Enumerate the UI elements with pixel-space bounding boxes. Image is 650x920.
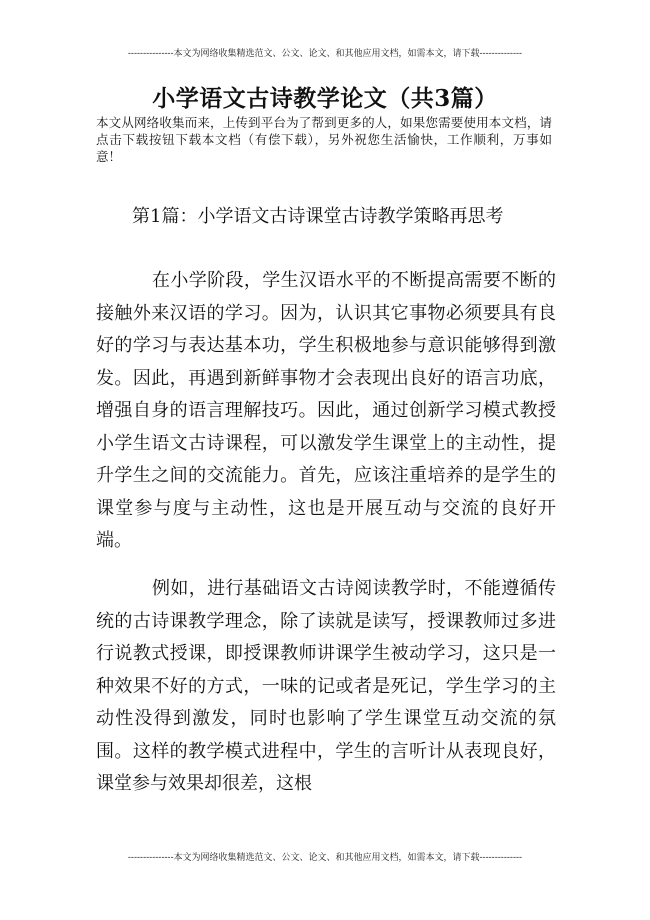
download-notice: 本文从网络收集而来，上传到平台为了帮到更多的人，如果您需要使用本文档，请点击下载按钮下载本文档（有偿下载），另外祝您生活愉快，工作顺利，万事如意！ bbox=[96, 115, 552, 164]
footer-banner: ---------------本文为网络收集精选范文、公文、论文、和其他应用文档，如需本文，请下载-------------- bbox=[127, 853, 523, 863]
section-heading: 第1篇：小学语文古诗课堂古诗教学策略再思考 bbox=[132, 206, 504, 227]
body-paragraph-2: 例如，进行基础语文古诗阅读教学时，不能遵循传统的古诗课教学理念，除了读就是读写，授课教师过多进行说教式授课，即授课教师讲课学生被动学习，这只是一种效果不好的方式，一味的记或者是死记，学生学习的主动性没得到激发，同时也影响了学生课堂互动交流的氛围。这样的教学模式进程中，学生的言听计从表现良好，课堂参与效果却很差，这根 bbox=[96, 578, 556, 794]
document-title: 小学语文古诗教学论文（共3篇） bbox=[152, 85, 498, 112]
body-paragraph-1: 在小学阶段，学生汉语水平的不断提高需要不断的接触外来汉语的学习。因为，认识其它事物必须要具有良好的学习与表达基本功，学生积极地参与意识能够得到激发。因此，再遇到新鲜事物才会表现出良好的语言功底，增强自身的语言理解技巧。因此，通过创新学习模式教授小学生语文古诗课程，可以激发学生课堂上的主动性，提升学生之间的交流能力。首先，应该注重培养的是学生的课堂参与度与主动性，这也是开展互动与交流的良好开端。 bbox=[96, 270, 556, 551]
header-banner: ---------------本文为网络收集精选范文、公文、论文、和其他应用文档，如需本文，请下载-------------- bbox=[127, 49, 523, 59]
